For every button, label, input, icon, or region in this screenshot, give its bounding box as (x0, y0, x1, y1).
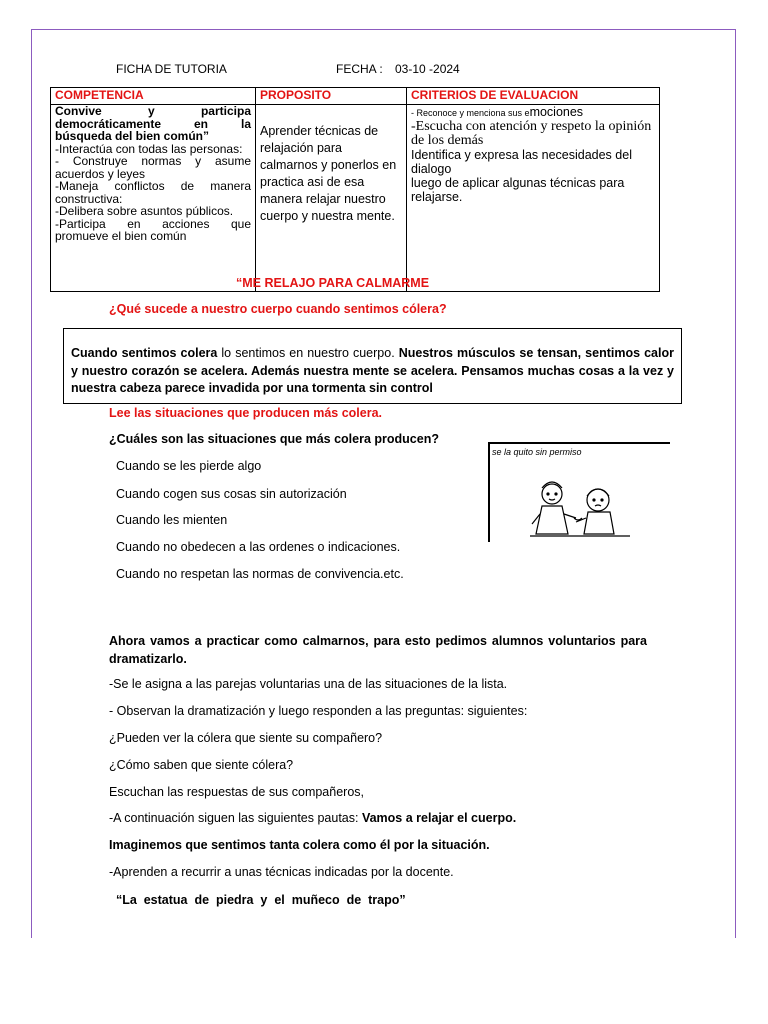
practice-line: -Se le asigna a las parejas voluntarias una de las situaciones de la lista. (109, 677, 508, 691)
document-title: FICHA DE TUTORIA (116, 62, 227, 76)
competencia-cell (51, 105, 256, 292)
children-illustration (488, 442, 670, 542)
criterio-2: -Escucha con atención y respeto la opinión de los demás (411, 119, 652, 148)
competencia-title-2: democráticamente en la (55, 116, 251, 131)
table-row (51, 105, 660, 292)
situation-item: Cuando no respetan las normas de convivencia.etc. (116, 567, 404, 581)
situation-item: Cuando se les pierde algo (116, 459, 262, 473)
criterio-1-small: - Reconoce y menciona sus e (411, 108, 530, 118)
competency-table (50, 87, 660, 292)
question-1: ¿Qué sucede a nuestro cuerpo cuando sentimos cólera? (109, 302, 447, 316)
criterios-cell (407, 105, 660, 292)
competencia-item: -Delibera sobre asuntos públicos. (55, 204, 234, 218)
children-drawing (490, 444, 668, 540)
header-criterios: CRITERIOS DE EVALUACION (407, 88, 660, 105)
section-title: “ME RELAJO PARA CALMARME (236, 276, 430, 290)
guidelines-emphasis: Vamos a relajar el cuerpo. (361, 811, 517, 825)
box-text-3: Nuestros músculos se tensan, sentimos calor y nuestro corazón se acelera. Además nuestra mente se acelera. Pensamos muchas cosas a la vez y nuestra cabeza parece invadida por una tormenta sin control (71, 346, 674, 395)
box-text-2: lo sentimos en nuestro cuerpo. (217, 346, 395, 360)
competencia-title-1: Convive y participa (55, 104, 251, 118)
explanation-box (63, 328, 682, 404)
situation-item: Cuando cogen sus cosas sin autorización (116, 487, 347, 501)
question-2: ¿Cuáles son las situaciones que más colera producen? (109, 432, 439, 446)
competencia-item: -Participa en acciones que promueve el bien común (55, 216, 251, 243)
competencia-item: - Construye normas y asume acuerdos y leyes (55, 154, 251, 181)
practice-question: ¿Cómo saben que siente cólera? (109, 758, 294, 772)
competencia-item: -Interactúa con todas las personas: (55, 141, 243, 156)
header-proposito: PROPOSITO (256, 88, 407, 105)
box-text-1: Cuando sentimos colera (71, 346, 218, 360)
date-label: FECHA : (336, 62, 383, 76)
practice-imagine: Imaginemos que sentimos tanta colera como él por la situación. (109, 838, 490, 852)
practice-guidelines (109, 811, 516, 825)
competencia-title-3: búsqueda del bien común” (55, 129, 210, 143)
practice-question: ¿Pueden ver la cólera que siente su compañero? (109, 731, 383, 745)
practice-line: Escuchan las respuestas de sus compañeros, (109, 785, 364, 799)
situation-item: Cuando no obedecen a las ordenes o indicaciones. (116, 540, 401, 554)
technique-title: “La estatua de piedra y el muñeco de trapo” (109, 893, 406, 907)
read-title: Lee las situaciones que producen más colera. (109, 406, 383, 420)
date-value: 03-10 -2024 (395, 62, 460, 76)
guidelines-text: -A continuación siguen las siguientes pautas: (109, 811, 362, 825)
competencia-item: -Maneja conflictos de manera constructiva: (55, 179, 251, 206)
illustration-caption: se la quito sin permiso (492, 447, 582, 457)
criterio-4: luego de aplicar algunas técnicas para relajarse. (411, 176, 625, 204)
criterio-1-large: mociones (529, 105, 584, 119)
criterio-1 (411, 105, 655, 120)
practice-line: -Aprenden a recurrir a unas técnicas indicadas por la docente. (109, 865, 454, 879)
practice-intro: Ahora vamos a practicar como calmarnos, para esto pedimos alumnos voluntarios para dramatizarlo. (109, 634, 647, 666)
situation-item: Cuando les mienten (116, 513, 228, 527)
criterio-3: Identifica y expresa las necesidades del dialogo (411, 148, 632, 176)
header-competencia: COMPETENCIA (51, 88, 256, 105)
practice-line: - Observan la dramatización y luego responden a las preguntas: siguientes: (109, 704, 528, 718)
proposito-cell: Aprender técnicas de relajación para calmarnos y ponerlos en practica asi de esa manera relajar nuestro cuerpo y nuestra mente. (256, 105, 407, 292)
table-header-row (51, 88, 660, 105)
